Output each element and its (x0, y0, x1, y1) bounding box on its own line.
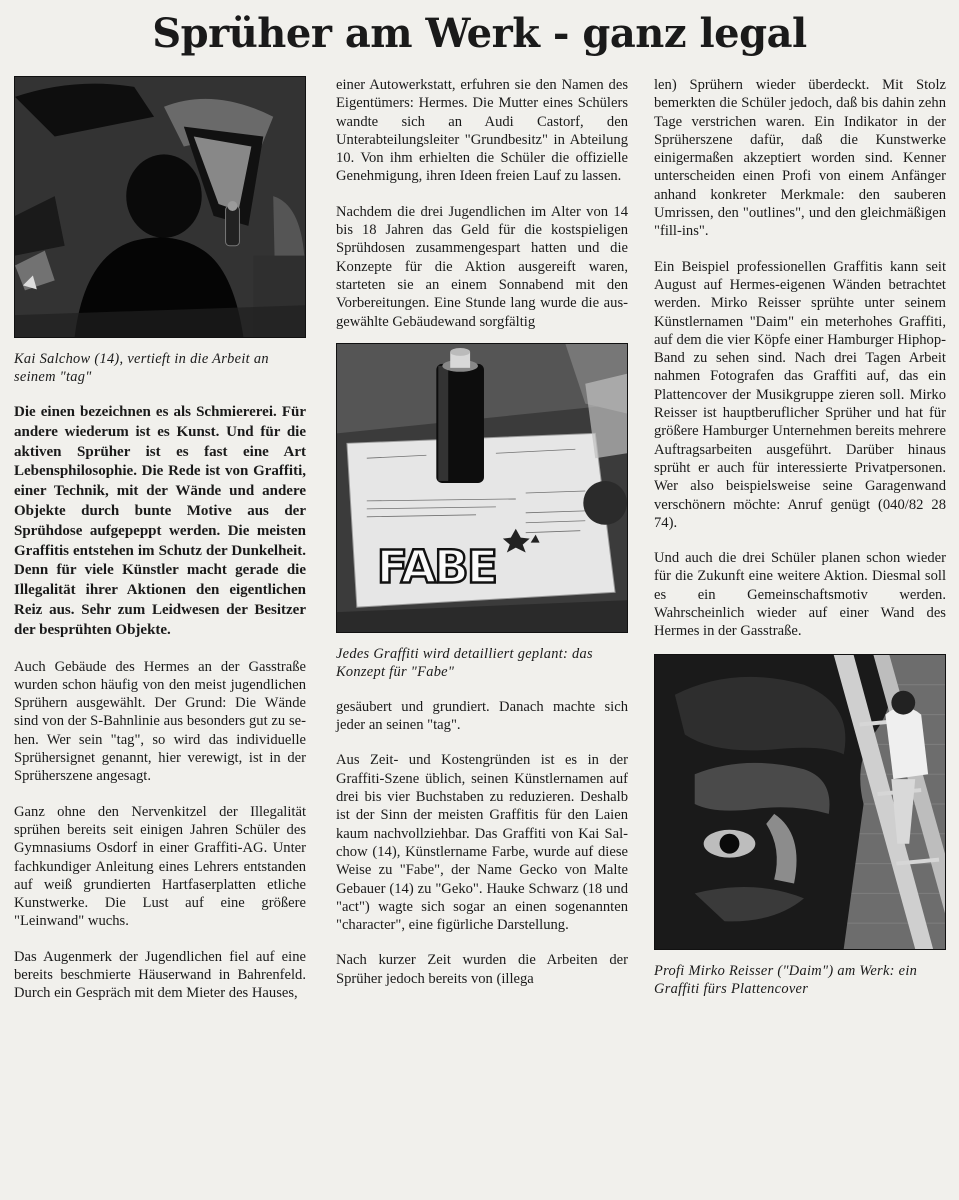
caption-konzept-fabe: Jedes Graffiti wird detailliert geplant: das Konzept für "Fabe" (336, 645, 593, 680)
article-paragraph: Aus Zeit- und Kostengründen ist es in der Graffiti-Szene üblich, seinen Künstlernamen auf drei bis vier Buchstaben zu reduzieren. Deshalb ist der Sinn der meisten Graffitis für den Laien kaum nachvollziehbar. Das Graffiti von Kai Salchow (14), Künstlername Farbe, wurde auf diese Weise zu "Fabe", der Name Gecko von Malte Gebauer (14) zu "Geko". Hauke Schwarz (18 und "act") wagte sich sogar an einen sogenannten "character", eine figürliche Darstellung. (336, 752, 628, 934)
article-paragraph: len) Sprühern wieder überdeckt. Mit Stolz bemerkten die Schüler jedoch, daß bis dahin zehn Tage verstrichen waren. Ein Indikator in der Sprüherszene dafür, daß die Kunstwerke einigermaßen akzeptiert worden sind. Kenner unterscheiden einen Profi von einem Anfänger anhand konkreter Merkmale: den sauberen Umrissen, den "outlines", und den gleichmäßigen "fill-ins". (654, 77, 946, 240)
article-lead: Die einen bezeichnen es als Schmiererei. Für andere wiederum ist es Kunst. Und für die aktiven Sprüher ist es fast eine Art Lebensphilosophie. Die Rede ist von Graffiti, einer Technik, mit der Wände und andere Objekte durch bunte Motive aus der Sprühdose aufgepeppt werden. Die meisten Graffitis entstehen im Schutz der Dunkelheit. Denn für viele Künstler macht gerade die Illegalität ihrer Aktionen den eigentlichen Reiz aus. Sehr zum Leidwesen der Besitzer der besprühten Objekte. (14, 404, 306, 638)
article-paragraph: Und auch die drei Schüler planen schon wieder für die Zukunft eine weitere Aktion. Diesmal soll es ein Gemeinschaftsmotiv werden. Wahrscheinlich wieder auf einer Wand des Hermes in der Gasstraße. (654, 550, 946, 640)
photo-salchow-graphic (15, 77, 305, 337)
article-paragraph: Auch Gebäude des Hermes an der Gasstraße wurden schon häufig von den meist jugendlichen Sprühern ausgewählt. Der Grund: Die Wände sind von der S-Bahnlinie aus besonders gut zu sehen. Wer sein "tag", so wird das individuelle Sprühersignet genannt, hier verewigt, ist in der Sprüherszene angesagt. (14, 658, 306, 785)
headline: Sprüher am Werk - ganz legal (152, 10, 807, 57)
photo-reisser-graphic (655, 655, 945, 949)
article-paragraph: Das Augenmerk der Jugendlichen fiel auf eine bereits beschmierte Häuserwand in Bahrenfeld. Durch ein Gespräch mit dem Mieter des Hauses, (14, 948, 306, 1002)
caption-mirko-reisser: Profi Mirko Reisser ("Daim") am Werk: ein Graffiti fürs Plattencover (654, 962, 918, 997)
photo-kai-salchow (14, 76, 306, 338)
article-paragraph: Ein Beispiel professionellen Graffitis kann seit August auf Hermes-eigenen Wänden betrachtet werden. Mirko Reisser sprühte unter seinem Künstlernamen "Daim" ein meterhohes Graffiti, auf dem die vier Köpfe einer Hamburger Hiphop-Band zu sehen sind. Nach drei Tagen Arbeit nahmen Fotografen das Graffiti auf, das ein Plattencover der Musikgruppe zieren soll. Mirko Reisser ist hauptberuflicher Sprüher und hat für größere Hamburger Unternehmen bereits mehrere Auftragsarbeiten ausgeführt. Darüber hinaus sprüht er auch für interessierte Privatpersonen. Wer also beispielsweise seine Garagenwand verschönern möchte: Anruf genügt (040/82 28 74). (654, 258, 946, 531)
column-3 (654, 76, 946, 1015)
photo-konzept-graphic (337, 344, 627, 632)
sketch-word: FABE (376, 540, 497, 594)
caption-kai-salchow: Kai Salchow (14), vertieft in die Arbeit an seinem "tag" (14, 351, 269, 385)
article-paragraph: Nachdem die drei Jugendlichen im Alter von 14 bis 18 Jahren das Geld für die kostspieligen Sprühdosen zusammengespart hatten und die Konzepte für die Aktion ausgereift waren, starteten sie an einem Sonnabend mit den Vorbereitungen. Eine Stunde lang wurde die ausgewählte Gebäudewand sorgfältig (336, 203, 628, 330)
photo-mirko-reisser (654, 654, 946, 950)
article-paragraph: Ganz ohne den Nervenkitzel der Illegalität sprühen bereits seit einigen Jahren Schüler des Gymnasiums Osdorf in einer Graffiti-AG. Unter fachkundiger Anleitung eines Lehrers entstanden auf weiß grundierten Hartfaserplatten etliche Kunstwerke. Die Lust auf eine größere "Leinwand" wuchs. (14, 803, 306, 930)
article-paragraph: Nach kurzer Zeit wurden die Arbeiten der Sprüher jedoch bereits von (illega (336, 952, 628, 987)
article-paragraph: einer Autowerkstatt, erfuhren sie den Namen des Eigentümers: Hermes. Die Mutter eines Schülers wandte sich an Audi Castorf, den Unterabteilungsleiter "Grundbesitz" in Abteilung 10. Von ihm erhielten die Schüler die offizielle Genehmigung, ihren Ideen freien Lauf zu lassen. (336, 77, 628, 185)
photo-konzept-fabe (336, 343, 628, 633)
column-1 (14, 76, 306, 1020)
column-2 (336, 76, 628, 1005)
article-paragraph: gesäubert und grundiert. Danach machte sich jeder an seinen "tag". (336, 698, 628, 734)
